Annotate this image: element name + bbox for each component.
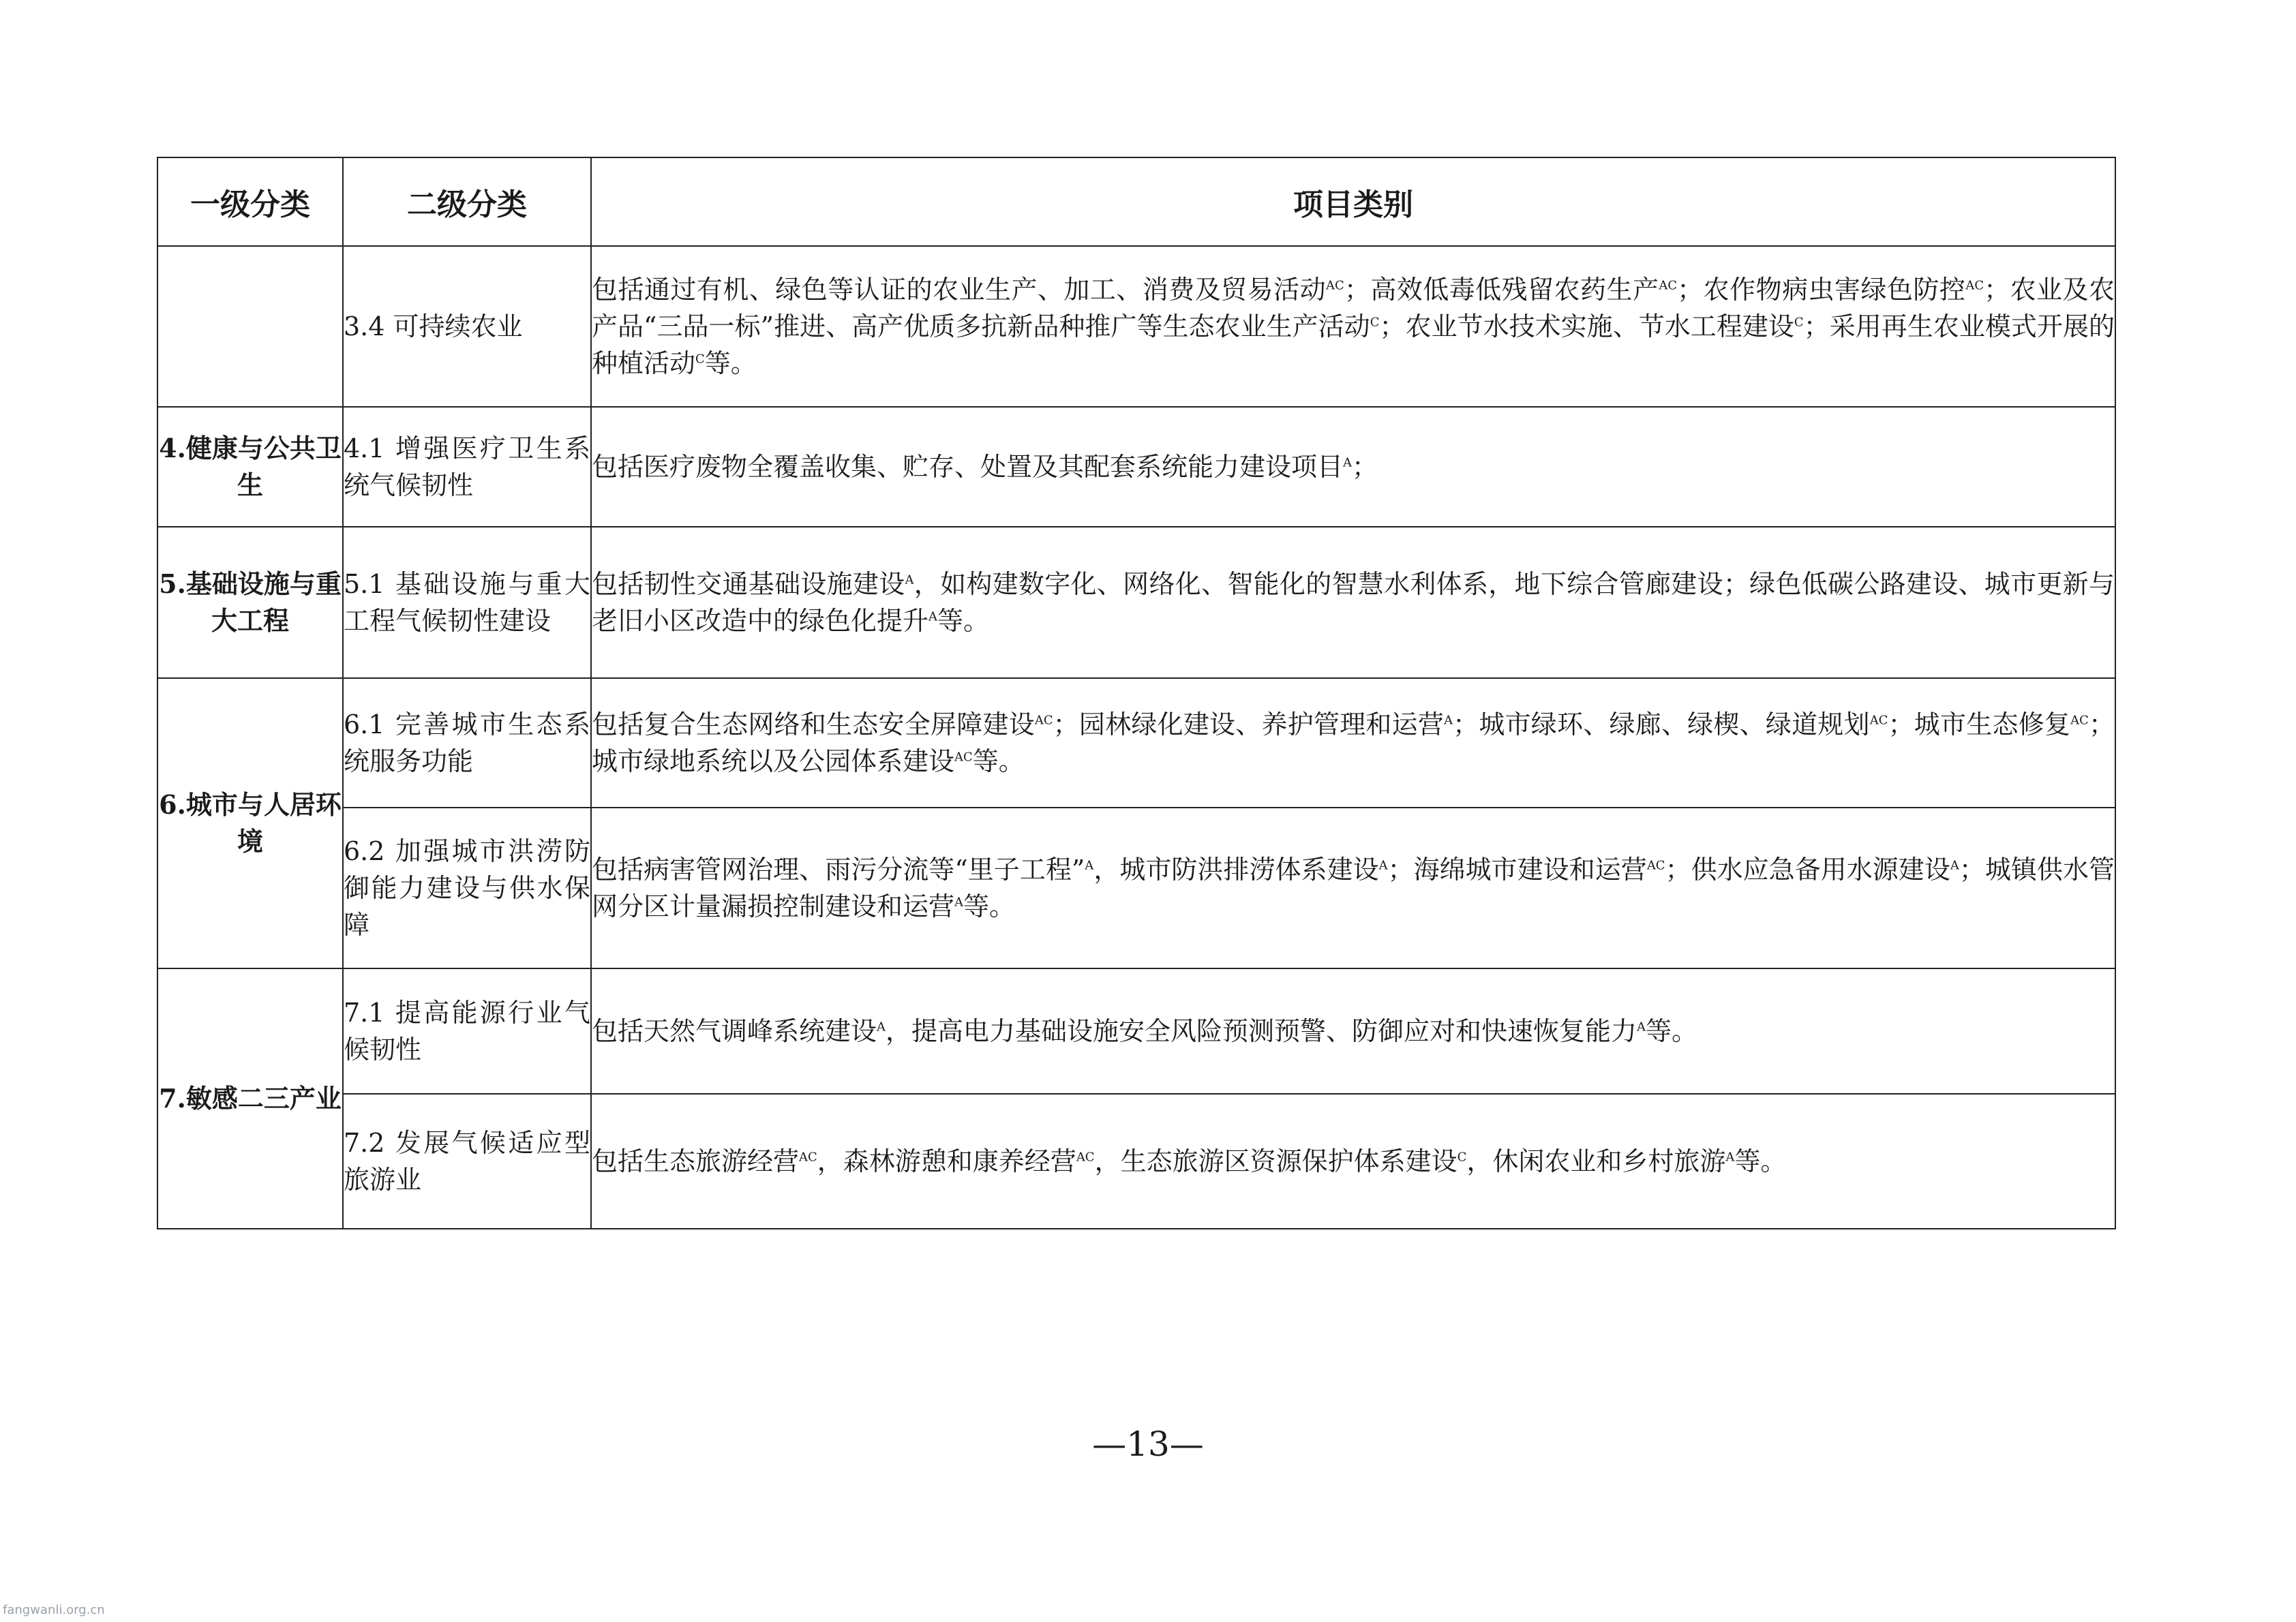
level1-cell: 5.基础设施与重大工程 [157,527,343,678]
category-text: 等。 [963,891,1016,921]
table-row [157,407,2115,527]
category-marker: AC [2070,713,2089,728]
category-marker: C [1794,315,1804,330]
category-marker: A [1378,858,1388,873]
category-text: ，生态旅游区资源保护体系建设 [1094,1146,1457,1176]
category-text: 等。 [704,348,757,378]
project-category-cell [591,808,2115,968]
classification-table [157,157,2116,1229]
level2-cell: 5.1 基础设施与重大工程气候韧性建设 [343,527,591,678]
level2-cell: 7.1 提高能源行业气候韧性 [343,968,591,1094]
project-category-cell [591,1094,2115,1229]
category-marker: A [1637,1020,1646,1035]
category-marker: AC [1965,278,1984,293]
category-marker: A [1444,713,1453,728]
category-text: ；城镇供水管网分区计量漏损控制建设和运营 [592,855,2115,921]
table-row [157,527,2115,678]
category-text: 包括医疗废物全覆盖收集、贮存、处置及其配套系统能力建设项目 [592,452,1344,482]
category-text: ；城市绿环、绿廊、绿楔、绿道规划 [1453,709,1870,739]
level1-cell [157,246,343,407]
category-marker: AC [1326,278,1344,293]
table-row [157,1094,2115,1229]
level2-cell: 6.2 加强城市洪涝防御能力建设与供水保障 [343,808,591,968]
category-marker: AC [799,1150,817,1165]
category-text: ；供水应急备用水源建设 [1665,855,1950,885]
category-text: ；农业及农产品“三品一标”推进、高产优质多抗新品种推广等生态农业生产活动 [592,275,2115,341]
header-level2: 二级分类 [343,157,591,246]
category-marker: AC [1869,713,1888,728]
category-text: 等。 [937,606,990,636]
header-project-category: 项目类别 [591,157,2115,246]
category-text: ；采用再生农业模式开展的种植活动 [592,311,2115,378]
category-text: 包括复合生态网络和生态安全屏障建设 [592,709,1035,739]
project-category-cell [591,246,2115,407]
category-text: ，如构建数字化、网络化、智能化的智慧水利体系，地下综合管廊建设；绿色低碳公路建设、城市更新与老旧小区改造中的绿色化提升 [592,569,2115,636]
category-text: 等。 [1646,1016,1698,1046]
category-marker: AC [1659,278,1678,293]
watermark: fangwanli.org.cn [3,1603,105,1617]
category-marker: C [1370,315,1380,330]
category-marker: AC [1646,858,1665,873]
project-category-cell [591,527,2115,678]
category-text: ；农作物病虫害绿色防控 [1677,275,1966,305]
category-marker: A [954,895,964,910]
level1-cell: 7.敏感二三产业 [157,968,343,1229]
project-category-cell [591,407,2115,527]
category-text: ，休闲农业和乡村旅游 [1466,1146,1726,1176]
category-text: ；园林绿化建设、养护管理和运营 [1053,709,1445,739]
table-header-row [157,157,2115,246]
level2-cell: 7.2 发展气候适应型旅游业 [343,1094,591,1229]
category-marker: C [695,352,705,367]
table-row [157,968,2115,1094]
category-marker: A [877,1020,886,1035]
project-category-cell [591,678,2115,808]
category-text: ；城市生态修复 [1888,709,2071,739]
category-marker: A [1725,1150,1735,1165]
category-marker: A [1343,455,1353,470]
header-level1: 一级分类 [157,157,343,246]
category-text: 包括韧性交通基础设施建设 [592,569,905,599]
table-row [157,246,2115,407]
project-category-cell [591,968,2115,1094]
category-text: 包括生态旅游经营 [592,1146,800,1176]
category-text: ，提高电力基础设施安全风险预测预警、防御应对和快速恢复能力 [886,1016,1637,1046]
category-text: ； [1352,452,1378,482]
level1-cell: 6.城市与人居环境 [157,678,343,968]
level2-cell: 6.1 完善城市生态系统服务功能 [343,678,591,808]
category-marker: C [1457,1150,1467,1165]
category-text: ；海绵城市建设和运营 [1387,855,1647,885]
page-number: —13— [1092,1424,1204,1464]
category-marker: A [1950,858,1959,873]
level2-cell: 4.1 增强医疗卫生系统气候韧性 [343,407,591,527]
category-marker: AC [1076,1150,1095,1165]
category-marker: AC [1034,713,1053,728]
category-marker: A [928,609,938,624]
category-text: 包括天然气调峰系统建设 [592,1016,877,1046]
category-marker: AC [954,750,973,765]
category-marker: A [905,572,914,587]
table-row [157,808,2115,968]
category-text: ，城市防洪排涝体系建设 [1093,855,1379,885]
category-text: 包括通过有机、绿色等认证的农业生产、加工、消费及贸易活动 [592,275,1327,305]
table-row [157,678,2115,808]
category-text: ，森林游憩和康养经营 [817,1146,1076,1176]
category-text: ；农业节水技术实施、节水工程建设 [1379,311,1794,341]
category-marker: A [1085,858,1094,873]
category-text: 等。 [1734,1146,1787,1176]
category-text: 包括病害管网治理、雨污分流等“里子工程” [592,855,1085,885]
level1-cell: 4.健康与公共卫生 [157,407,343,527]
category-text: ；高效低毒低残留农药生产 [1344,275,1659,305]
category-text: 等。 [972,746,1025,776]
level2-cell: 3.4 可持续农业 [343,246,591,407]
category-text: ；城市绿地系统以及公园体系建设 [592,709,2115,776]
